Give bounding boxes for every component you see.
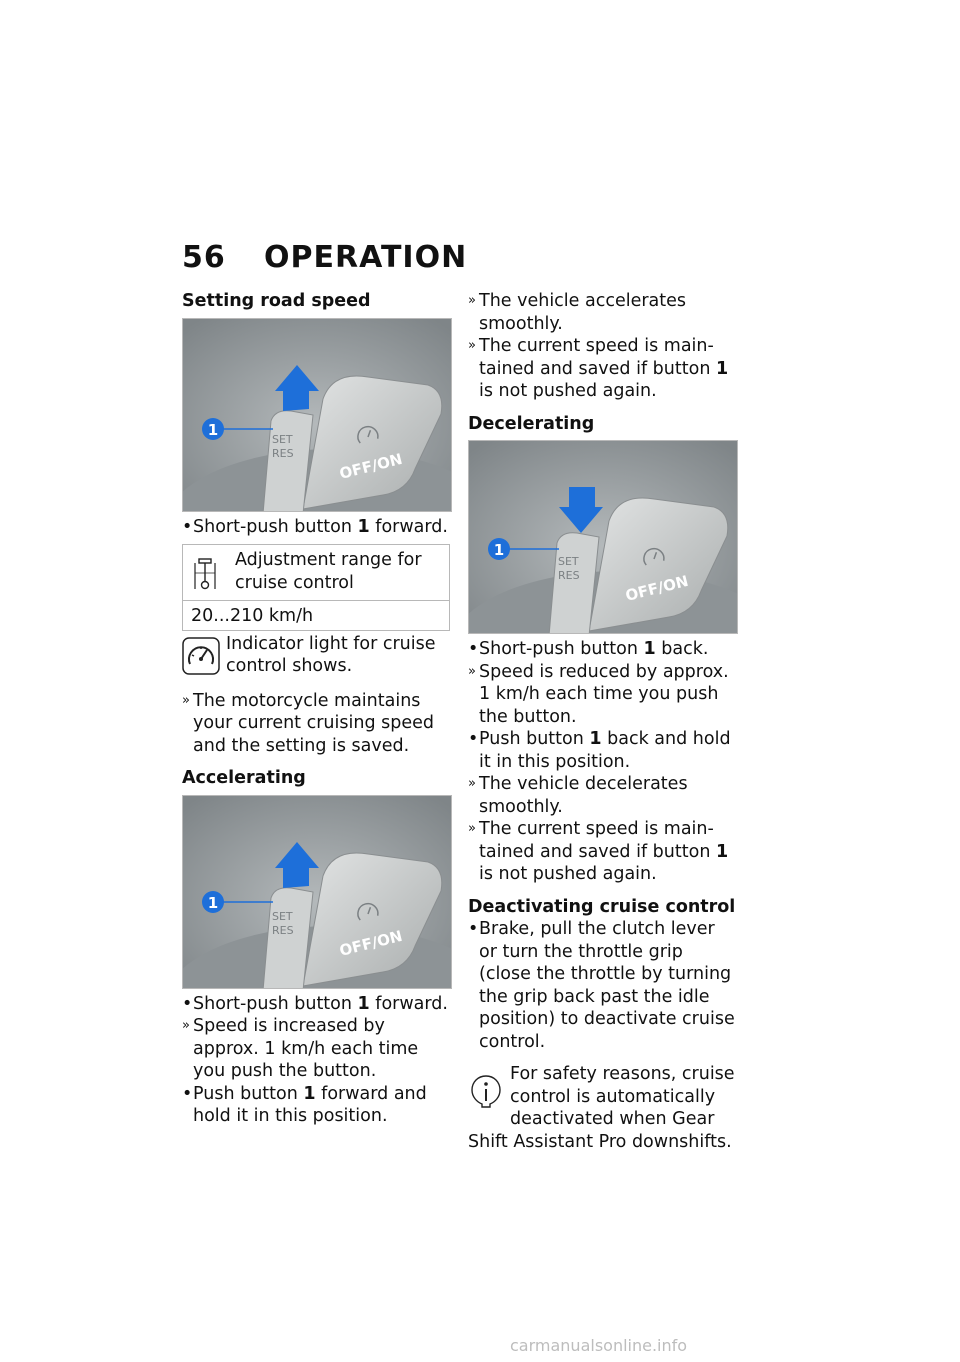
off-on-label: OFF/ON — [337, 926, 405, 960]
page-title: OPERATION — [264, 240, 468, 275]
res-label: RES — [272, 446, 294, 460]
callout-1-label: 1 — [207, 893, 219, 912]
figure-decelerating — [468, 440, 738, 634]
adjustment-range-table — [182, 544, 450, 631]
list-item: • Push button 1 back and hold it in this position. — [468, 729, 731, 772]
callout-1-label: 1 — [207, 420, 219, 439]
off-on-label: OFF/ON — [337, 449, 405, 483]
indicator-note: Indicator light for cruise control shows. — [182, 633, 452, 678]
heading-accelerating: Accelerating — [182, 768, 306, 788]
result-item: » Speed is increased by approx. 1 km/h each time you push the button. — [182, 1016, 419, 1081]
res-label: RES — [558, 569, 580, 582]
result-item: » Speed is reduced by approx. 1 km/h each time you push the button. — [468, 661, 729, 727]
res-label: RES — [272, 923, 294, 937]
heading-setting-road-speed: Setting road speed — [182, 291, 371, 311]
list-item: • Short-push button 1 back. — [468, 639, 709, 659]
safety-note: For safety reasons, cruise control is automatically deactivated when Gear Shift Assistant Pro downshifts. — [468, 1064, 735, 1152]
set-label: SET — [272, 432, 293, 446]
heading-decelerating: Decelerating — [468, 413, 595, 434]
figure-set-forward — [182, 318, 452, 512]
list-item: • Short-push button 1 forward. — [182, 993, 448, 1014]
result-item: » The current speed is main-tained and saved if button 1 is not pushed again. — [468, 819, 729, 884]
off-on-label: OFF/ON — [623, 571, 691, 605]
callout-1-label: 1 — [493, 541, 505, 559]
list-item: • Short-push button 1 forward. — [182, 516, 448, 537]
heading-deactivating-cruise-control: Deactivating cruise control — [468, 896, 736, 917]
adjustment-range-icon — [193, 553, 223, 593]
list-item: • Brake, pull the clutch lever or turn the throttle grip (close the throttle by turning the grip back past the idle position) to deactivate cruise control. — [468, 919, 735, 1052]
cruise-switch-illustration — [469, 441, 737, 633]
footer-watermark: carmanualsonline.info — [510, 1336, 688, 1355]
result-item: » The motorcycle maintains your current cruising speed and the setting is saved. — [182, 690, 434, 756]
result-item: » The current speed is main-tained and saved if button 1 is not pushed again. — [468, 336, 729, 401]
cruise-switch-illustration — [183, 319, 451, 511]
right-column — [468, 290, 738, 1153]
figure-accelerating — [182, 795, 452, 989]
info-icon — [468, 1073, 504, 1109]
table-label: Adjustment range for cruise control — [235, 550, 422, 593]
result-item: » The vehicle decelerates smoothly. — [468, 774, 688, 817]
table-value: 20...210 km/h — [191, 606, 314, 626]
cruise-switch-illustration — [183, 796, 451, 988]
cruise-control-indicator-icon — [182, 637, 220, 675]
result-item: » The vehicle accelerates smoothly. — [468, 291, 687, 334]
page-number: 56 — [182, 240, 226, 275]
list-item: • Push button 1 forward and hold it in this position. — [182, 1083, 427, 1126]
left-column — [182, 290, 452, 1128]
set-label: SET — [558, 555, 579, 568]
set-label: SET — [272, 909, 293, 923]
